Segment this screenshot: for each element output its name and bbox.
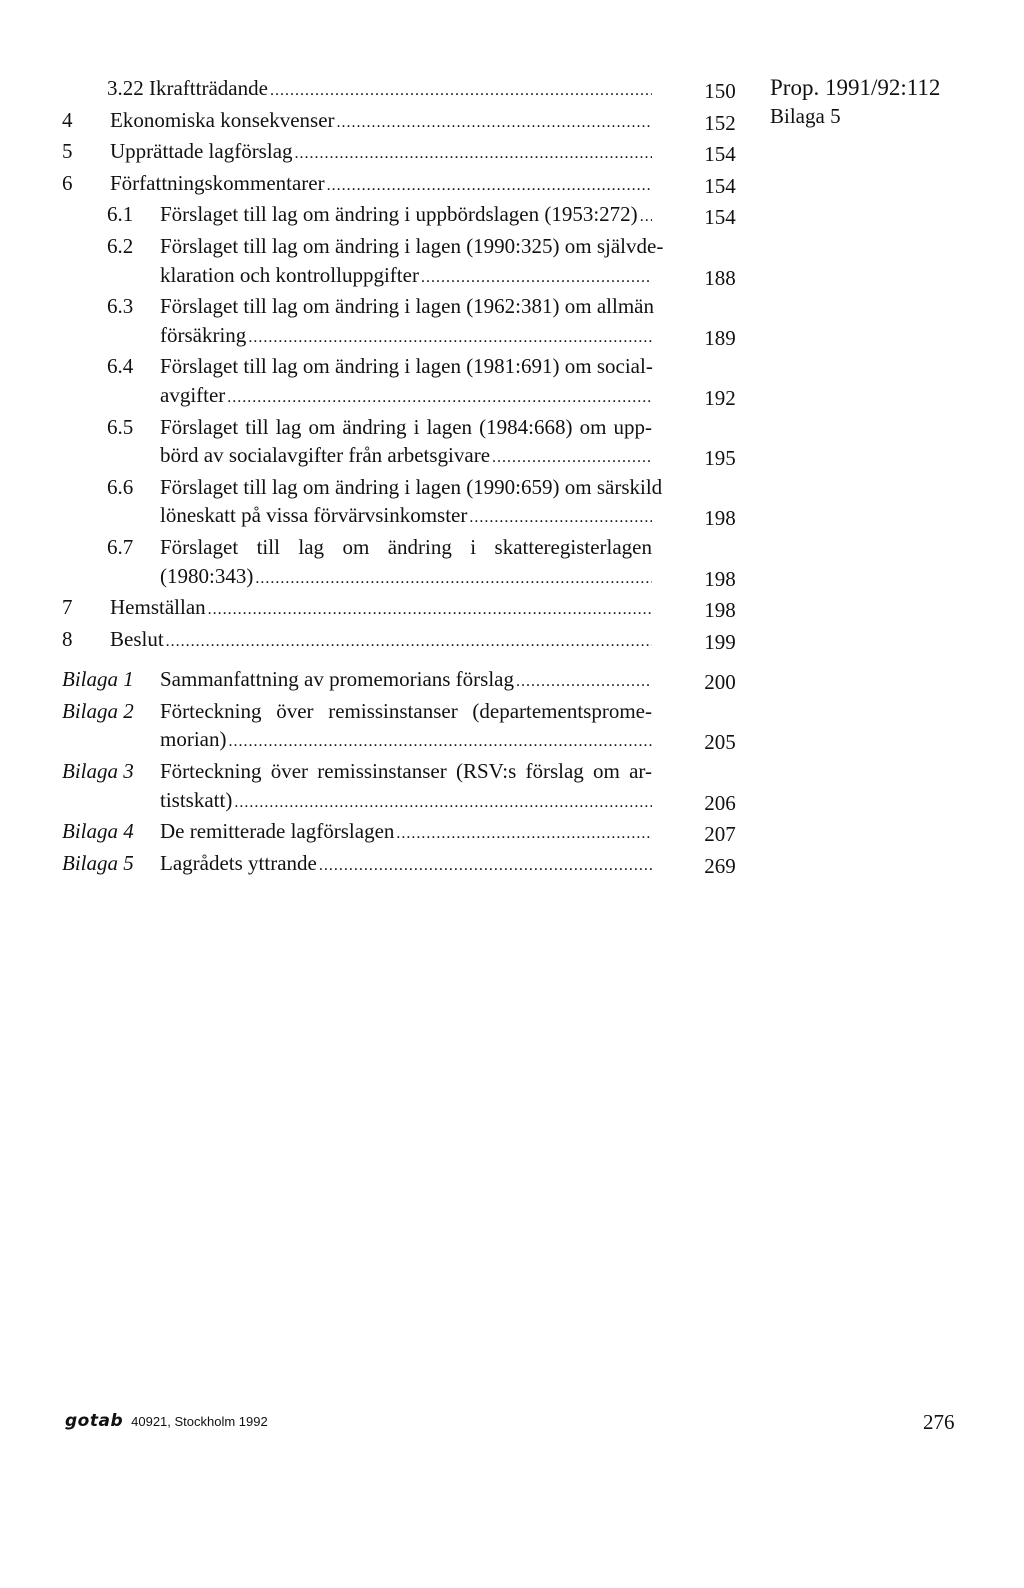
toc-entry: [60, 593, 750, 625]
toc-entry-title: Förslaget till lag om ändring i lagen (1981:691) om social-: [160, 354, 653, 379]
toc-entry-title: Förslaget till lag om ändring i lagen (1962:381) om allmän: [160, 294, 654, 319]
toc-entry-title: 3.22 Ikraftträdande: [107, 76, 268, 100]
dot-leader: [255, 562, 652, 594]
toc-entry: [60, 473, 750, 533]
dot-leader: [492, 441, 652, 473]
toc-page-number: 207: [704, 822, 736, 847]
toc-entry-number: 6.5: [107, 414, 134, 439]
table-of-contents: [60, 74, 750, 880]
dot-leader: [337, 106, 652, 138]
toc-page-number: 198: [704, 598, 736, 623]
toc-entry: [60, 352, 750, 412]
document-header: [770, 74, 940, 130]
toc-page-number: 188: [704, 265, 736, 290]
dot-leader: [248, 321, 652, 353]
dot-leader: [166, 625, 652, 657]
toc-entry-title: Lagrådets yttrande: [160, 850, 317, 875]
toc-entry: [60, 757, 750, 817]
toc-entry-number: 7: [62, 595, 73, 620]
toc-entry-title: Hemställan: [110, 595, 206, 620]
toc-entry: [60, 413, 750, 473]
toc-entry-number: 6.4: [107, 354, 134, 379]
toc-entry-number: Bilaga 1: [62, 667, 134, 692]
toc-entry-title: Ekonomiska konsekvenser: [110, 107, 335, 132]
toc-page-number: 206: [704, 790, 736, 815]
toc-entry-title: klaration och kontrolluppgifter: [160, 262, 419, 287]
toc-entry-title: avgifter: [160, 382, 226, 407]
toc-page-number: 198: [704, 506, 736, 531]
toc-entry: [60, 106, 750, 138]
print-info: 40921, Stockholm 1992: [131, 1414, 268, 1429]
toc-page-number: 200: [704, 670, 736, 695]
toc-entry-title: Förslaget till lag om ändring i lagen (1984:668) om upp-: [160, 414, 652, 439]
toc-entry-title: Förteckning över remissinstanser (RSV:s förslag om ar-: [160, 759, 652, 784]
toc-entry: [60, 625, 750, 657]
toc-entry-title: Författningskommentarer: [110, 170, 325, 195]
dot-leader: [516, 665, 652, 697]
dot-leader: [319, 849, 652, 881]
toc-entry-number: Bilaga 4: [62, 819, 134, 844]
toc-entry-title: (1980:343): [160, 563, 254, 588]
toc-page-number: 154: [704, 205, 736, 230]
proposition-number: Prop. 1991/92:112: [770, 75, 941, 100]
appendix-label: Bilaga 5: [770, 104, 841, 128]
toc-page-number: 269: [704, 853, 736, 878]
toc-page-number: 154: [704, 173, 736, 198]
toc-entry-number: 6.1: [107, 202, 134, 227]
toc-entry: [60, 74, 750, 106]
page-number: 276: [923, 1410, 955, 1434]
toc-entry-number: 6.2: [107, 233, 134, 258]
toc-entry: [60, 817, 750, 849]
toc-entry-number: 5: [62, 139, 73, 164]
toc-page-number: 192: [704, 385, 736, 410]
toc-page-number: 205: [704, 730, 736, 755]
dot-leader: [396, 817, 652, 849]
toc-entry: [60, 665, 750, 697]
toc-entry: [60, 697, 750, 757]
toc-entry-title: försäkring: [160, 322, 247, 347]
toc-entry-number: 8: [62, 626, 73, 651]
toc-page-number: 198: [704, 566, 736, 591]
toc-entry-title: Sammanfattning av promemorians förslag: [160, 667, 514, 692]
toc-entry-number: 6: [62, 170, 73, 195]
toc-page-number: 199: [704, 629, 736, 654]
toc-entry-title: morian): [160, 727, 227, 752]
dot-leader: [421, 261, 652, 293]
toc-entry-number: 4: [62, 107, 73, 132]
toc-entry-title: Förslaget till lag om ändring i lagen (1990:659) om särskild: [160, 474, 663, 499]
printer-logo: gotab: [65, 1411, 124, 1431]
dot-leader: [234, 786, 652, 818]
toc-entry: [60, 137, 750, 169]
toc-entry-number: Bilaga 5: [62, 850, 134, 875]
toc-entry: [60, 169, 750, 201]
toc-entry-title: Upprättade lagförslag: [110, 139, 293, 164]
dot-leader: [227, 381, 652, 413]
toc-page-number: 150: [704, 79, 736, 103]
dot-leader: [270, 74, 652, 106]
toc-entry: [60, 200, 750, 232]
toc-entry-number: 6.7: [107, 534, 134, 559]
toc-entry-number: Bilaga 3: [62, 759, 134, 784]
toc-entry: [60, 232, 750, 292]
toc-entry-title: Förteckning över remissinstanser (departementsprome-: [160, 698, 652, 723]
dot-leader: [295, 137, 652, 169]
dot-leader: [640, 200, 652, 232]
dot-leader: [327, 169, 652, 201]
toc-entry-title: tistskatt): [160, 787, 233, 812]
toc-page-number: 189: [704, 325, 736, 350]
toc-entry: [60, 849, 750, 881]
toc-page-number: 154: [704, 142, 736, 167]
toc-entry-title: börd av socialavgifter från arbetsgivare: [160, 443, 491, 468]
dot-leader: [208, 593, 652, 625]
toc-entry-number: 6.6: [107, 474, 134, 499]
toc-entry-title: Förslaget till lag om ändring i lagen (1990:325) om självde-: [160, 233, 664, 258]
dot-leader: [228, 725, 652, 757]
toc-entry-number: Bilaga 2: [62, 698, 134, 723]
toc-entry-title: Beslut: [110, 626, 164, 651]
toc-entry-title: De remitterade lagförslagen: [160, 819, 395, 844]
footer-imprint: [65, 1411, 268, 1431]
dot-leader: [469, 501, 652, 533]
toc-entry-title: löneskatt på vissa förvärvsinkomster: [160, 503, 468, 528]
toc-entry: [60, 292, 750, 352]
toc-page-number: 152: [704, 110, 736, 135]
toc-entry-title: Förslaget till lag om ändring i skatteregisterlagen: [160, 534, 652, 559]
toc-page-number: 195: [704, 446, 736, 471]
toc-entry: [60, 533, 750, 593]
toc-entry-title: Förslaget till lag om ändring i uppbördslagen (1953:272): [160, 202, 638, 227]
toc-entry-number: 6.3: [107, 294, 134, 319]
